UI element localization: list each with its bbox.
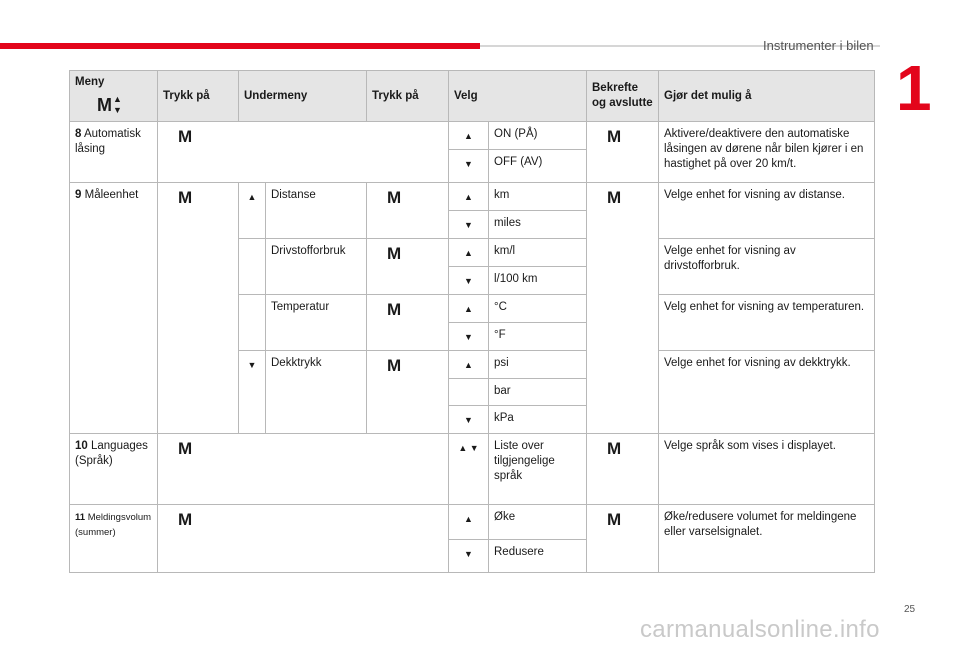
description-cell: Velge enhet for visning av drivstofforbruk. (659, 239, 875, 295)
option-cell: °C (489, 295, 587, 323)
option-cell: km/l (489, 239, 587, 267)
col-header-submenu: Undermeny (239, 71, 367, 122)
m-button-icon: M (607, 510, 622, 529)
option-cell: ON (PÅ) (489, 122, 587, 150)
submenu-cell: Drivstofforbruk (266, 239, 367, 295)
submenu-cell: Distanse (266, 183, 367, 239)
down-arrow-icon: ▼ (247, 360, 257, 370)
table-row (70, 434, 875, 505)
m-button-icon: M (97, 94, 112, 115)
header-red-bar (0, 43, 480, 49)
down-arrow-icon: ▼ (464, 276, 473, 286)
table-header-row (70, 71, 875, 122)
table-row (70, 183, 875, 211)
chapter-number: 1 (896, 52, 932, 124)
table-row (70, 122, 875, 150)
col-header-select: Velg (449, 71, 587, 122)
up-arrow-icon: ▲ (464, 360, 473, 370)
m-button-icon: M (387, 244, 402, 263)
up-arrow-icon: ▲ (464, 131, 473, 141)
submenu-cell: Dekktrykk (266, 351, 367, 434)
up-arrow-icon: ▲ (113, 94, 122, 104)
watermark: carmanualsonline.info (640, 616, 880, 643)
section-title: Instrumenter i bilen (763, 38, 874, 53)
option-cell: km (489, 183, 587, 211)
m-button-icon: M (178, 510, 193, 529)
up-arrow-icon: ▲ (247, 192, 257, 202)
m-button-icon: M (178, 188, 193, 207)
table-row (70, 505, 875, 540)
option-cell: Liste over tilgjengelige språk (489, 434, 587, 505)
m-button-icon: M (607, 127, 622, 146)
description-cell: Velge språk som vises i displayet. (659, 434, 875, 505)
option-cell: °F (489, 323, 587, 351)
up-arrow-icon: ▲ (464, 192, 473, 202)
m-button-icon: M (178, 127, 193, 146)
description-cell: Velg enhet for visning av temperaturen. (659, 295, 875, 351)
m-button-icon: M (178, 439, 193, 458)
col-header-confirm: Bekrefte og avslutte (587, 71, 659, 122)
description-cell: Aktivere/deaktivere den automatiske låsingen av dørene når bilen kjører i en hastighet på over 20 km/t. (659, 122, 875, 183)
up-arrow-icon: ▲ (464, 304, 473, 314)
menu-table (69, 70, 875, 573)
down-arrow-icon: ▼ (464, 220, 473, 230)
page-number: 25 (904, 604, 916, 615)
submenu-cell: Temperatur (266, 295, 367, 351)
down-arrow-icon: ▼ (464, 159, 473, 169)
down-arrow-icon: ▼ (464, 549, 473, 559)
down-arrow-icon: ▼ (113, 105, 122, 115)
menu-cell: 9 Måleenhet (70, 183, 158, 434)
up-arrow-icon: ▲ (464, 248, 473, 258)
col-header-press-2: Trykk på (367, 71, 449, 122)
option-cell: Redusere (489, 540, 587, 573)
m-button-icon: M (607, 439, 622, 458)
col-header-menu: Meny M ▲ ▼ (70, 71, 158, 122)
description-cell: Velge enhet for visning av distanse. (659, 183, 875, 239)
up-arrow-icon: ▲ (464, 514, 473, 524)
m-button-icon: M (607, 188, 622, 207)
option-cell: OFF (AV) (489, 150, 587, 183)
option-cell: miles (489, 211, 587, 239)
option-cell: Øke (489, 505, 587, 540)
up-down-arrows-icon: ▲ ▼ (458, 443, 479, 453)
col-header-description: Gjør det mulig å (659, 71, 875, 122)
m-button-icon: M (387, 300, 402, 319)
down-arrow-icon: ▼ (464, 332, 473, 342)
option-cell: kPa (489, 406, 587, 434)
down-arrow-icon: ▼ (464, 415, 473, 425)
m-updown-icon (97, 94, 152, 116)
option-cell: psi (489, 351, 587, 379)
description-cell: Velge enhet for visning av dekktrykk. (659, 351, 875, 434)
m-button-icon: M (387, 188, 402, 207)
menu-cell: 11 Meldingsvolum (summer) (70, 505, 158, 573)
col-header-press-1: Trykk på (158, 71, 239, 122)
description-cell: Øke/redusere volumet for meldingene eller varselsignalet. (659, 505, 875, 573)
option-cell: bar (489, 379, 587, 406)
menu-cell: 8 Automatisk låsing (70, 122, 158, 183)
m-button-icon: M (387, 356, 402, 375)
menu-cell: 10 Languages (Språk) (70, 434, 158, 505)
option-cell: l/100 km (489, 267, 587, 295)
